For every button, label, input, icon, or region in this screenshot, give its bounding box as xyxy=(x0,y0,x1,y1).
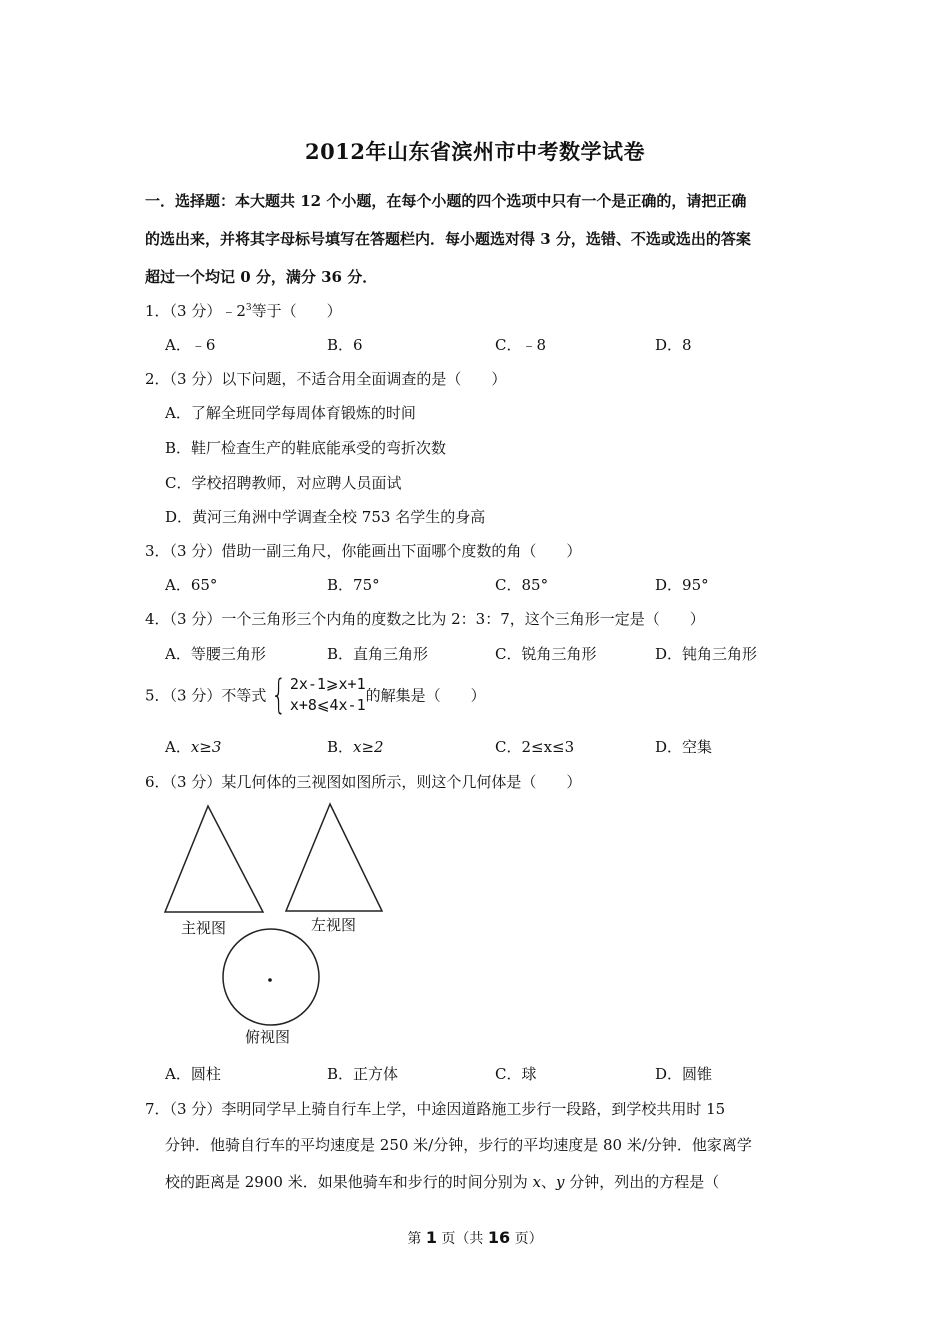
question-7-line2: 分钟．他骑自行车的平均速度是 250 米/分钟，步行的平均速度是 80 米/分钟．他家离学 xyxy=(165,1136,752,1154)
page-footer: 第 1 页（共 16 页） xyxy=(407,1228,543,1247)
q6-option-b: B．正方体 xyxy=(327,1065,399,1083)
question-7-line3: 校的距离是 2900 米．如果他骑车和步行的时间分别为 x、y 分钟，列出的方程是（ xyxy=(165,1173,720,1191)
side-view-label: 左视图 xyxy=(311,916,357,934)
q2-option-b: B．鞋厂检查生产的鞋底能承受的弯折次数 xyxy=(165,439,447,457)
q1-option-b: B．6 xyxy=(327,336,363,354)
q2-option-c: C．学校招聘教师，对应聘人员面试 xyxy=(165,474,402,492)
q6-option-c: C．球 xyxy=(495,1065,537,1083)
q6-option-d: D．圆锥 xyxy=(655,1065,713,1083)
q4-option-d: D．钝角三角形 xyxy=(655,645,758,663)
question-5-stem: 5．（3 分）不等式 { 2x-1⩾x+1 x+8⩽4x-1 的解集是（ ） xyxy=(145,672,486,718)
question-6-stem: 6．（3 分）某几何体的三视图如图所示，则这个几何体是（ ） xyxy=(145,773,582,791)
question-7-line1: 7．（3 分）李明同学早上骑自行车上学，中途因道路施工步行一段路，到学校共用时 15 xyxy=(145,1100,726,1118)
q1-option-c: C．﹣8 xyxy=(495,336,547,354)
page-title: 2012年山东省滨州市中考数学试卷 xyxy=(305,139,645,164)
question-1-stem: 1．（3 分）$﹣2^3$等于（ ） xyxy=(145,302,342,320)
top-view-label: 俯视图 xyxy=(245,1028,291,1046)
q1-option-d: D．8 xyxy=(655,336,692,354)
top-view-center-dot xyxy=(268,978,272,982)
question-2-stem: 2．（3 分）以下问题，不适合用全面调查的是（ ） xyxy=(145,370,507,388)
q1-option-a: A．﹣6 xyxy=(165,336,216,354)
q3-option-c: C．85° xyxy=(495,576,549,594)
q3-option-a: A．65° xyxy=(165,576,218,594)
exponent: 3 xyxy=(245,303,252,313)
section-heading-line3: 超过一个均记 0 分，满分 36 分． xyxy=(145,268,378,286)
q2-option-a: A．了解全班同学每周体育锻炼的时间 xyxy=(165,404,416,422)
front-view-label: 主视图 xyxy=(181,919,227,937)
q4-option-a: A．等腰三角形 xyxy=(165,645,266,663)
front-view-triangle xyxy=(165,806,263,912)
q3-option-d: D．95° xyxy=(655,576,709,594)
q5-option-b: B．x≥2 xyxy=(327,738,384,756)
q4-option-c: C．锐角三角形 xyxy=(495,645,597,663)
q4-option-b: B．直角三角形 xyxy=(327,645,429,663)
section-heading-line2: 的选出来，并将其字母标号填写在答题栏内．每小题选对得 3 分，选错、不选或选出的答案 xyxy=(145,230,751,248)
q5-option-c: C．2≤x≤3 xyxy=(495,738,575,756)
q6-option-a: A．圆柱 xyxy=(165,1065,221,1083)
question-4-stem: 4．（3 分）一个三角形三个内角的度数之比为 2：3：7，这个三角形一定是（ ） xyxy=(145,610,705,628)
page-total: 16 xyxy=(487,1228,511,1247)
q5-option-d: D．空集 xyxy=(655,738,713,756)
q3-option-b: B．75° xyxy=(327,576,380,594)
q2-option-d: D．黄河三角洲中学调查全校 753 名学生的身高 xyxy=(165,508,486,526)
side-view-triangle xyxy=(286,804,382,911)
inequality-1: 2x-1⩾x+1 xyxy=(289,675,366,693)
question-3-stem: 3．（3 分）借助一副三角尺，你能画出下面哪个度数的角（ ） xyxy=(145,542,582,560)
inequality-2: x+8⩽4x-1 xyxy=(289,696,366,714)
inequality-system xyxy=(290,674,366,716)
top-view-circle xyxy=(223,929,319,1025)
section-heading-line1: 一．选择题：本大题共 12 个小题，在每个小题的四个选项中只有一个是正确的，请把正确 xyxy=(145,192,747,210)
q5-option-a: A．x≥3 xyxy=(165,738,222,756)
page-number: 1 xyxy=(425,1228,437,1247)
system-brace: { xyxy=(271,672,287,718)
